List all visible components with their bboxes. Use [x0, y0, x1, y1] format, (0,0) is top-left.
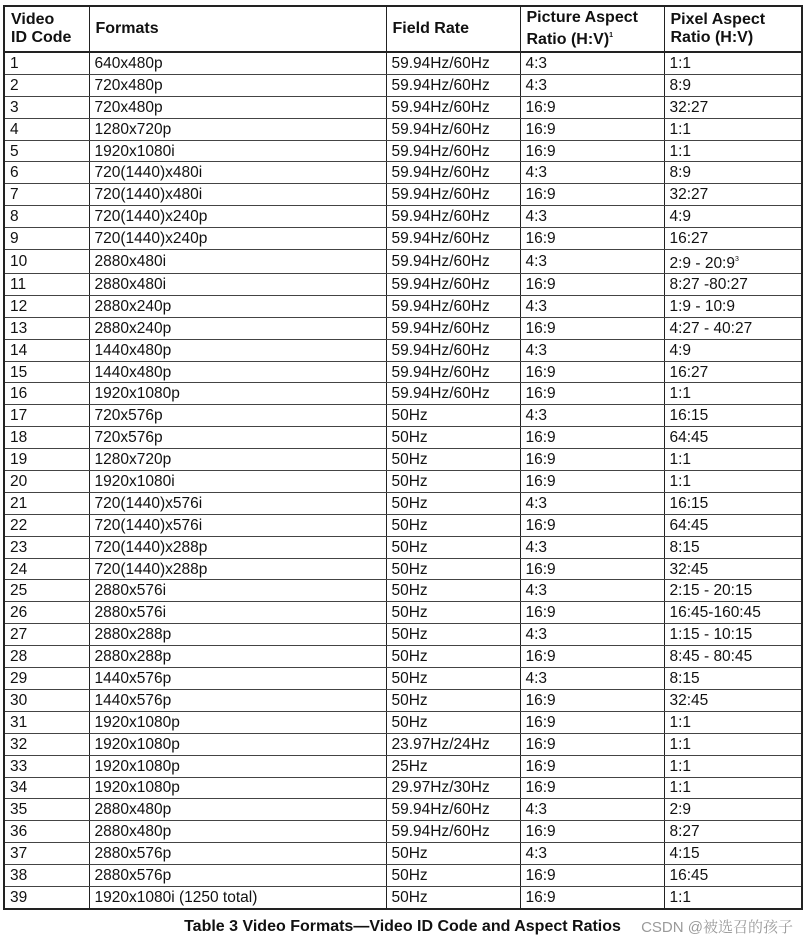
cell-format: 720x480p: [89, 96, 386, 118]
cell-video-id: 30: [4, 689, 89, 711]
cell-format: 1440x576p: [89, 668, 386, 690]
cell-format: 720(1440)x288p: [89, 558, 386, 580]
cell-field-rate: 59.94Hz/60Hz: [386, 821, 520, 843]
cell-format: 720(1440)x240p: [89, 206, 386, 228]
cell-pixel-aspect: 2:9 - $20:9^3$: [664, 250, 802, 274]
cell-field-rate: 59.94Hz/60Hz: [386, 206, 520, 228]
table-row: [4, 711, 802, 733]
cell-picture-aspect: 16:9: [520, 711, 664, 733]
cell-format: 2880x576i: [89, 602, 386, 624]
cell-format: 2880x480i: [89, 274, 386, 296]
table-row: [4, 295, 802, 317]
cell-video-id: 8: [4, 206, 89, 228]
cell-video-id: 16: [4, 383, 89, 405]
cell-picture-aspect: 16:9: [520, 602, 664, 624]
cell-field-rate: 50Hz: [386, 471, 520, 493]
cell-format: 1920x1080p: [89, 383, 386, 405]
table-row: [4, 689, 802, 711]
cell-format: 720(1440)x576i: [89, 514, 386, 536]
cell-pixel-aspect: 8:15: [664, 668, 802, 690]
table-row: [4, 184, 802, 206]
document-page: [3, 5, 801, 910]
cell-format: 2880x480i: [89, 250, 386, 274]
cell-field-rate: 59.94Hz/60Hz: [386, 274, 520, 296]
cell-format: 2880x576i: [89, 580, 386, 602]
cell-format: 720x576p: [89, 427, 386, 449]
cell-field-rate: 50Hz: [386, 449, 520, 471]
table-row: [4, 96, 802, 118]
table-row: [4, 580, 802, 602]
cell-video-id: 17: [4, 405, 89, 427]
cell-format: 2880x288p: [89, 624, 386, 646]
cell-pixel-aspect: 1:1: [664, 118, 802, 140]
table-row: [4, 865, 802, 887]
table-row: [4, 755, 802, 777]
cell-field-rate: 50Hz: [386, 536, 520, 558]
cell-format: 1440x576p: [89, 689, 386, 711]
header-field-rate: Field Rate: [386, 6, 520, 52]
cell-picture-aspect: 16:9: [520, 118, 664, 140]
cell-format: 2880x240p: [89, 317, 386, 339]
cell-video-id: 13: [4, 317, 89, 339]
cell-pixel-aspect: 64:45: [664, 427, 802, 449]
cell-picture-aspect: 4:3: [520, 799, 664, 821]
cell-video-id: 5: [4, 140, 89, 162]
cell-video-id: 23: [4, 536, 89, 558]
table-row: [4, 602, 802, 624]
cell-format: 720(1440)x576i: [89, 492, 386, 514]
cell-format: 2880x288p: [89, 646, 386, 668]
cell-pixel-aspect: 32:45: [664, 689, 802, 711]
cell-picture-aspect: 16:9: [520, 317, 664, 339]
cell-video-id: 11: [4, 274, 89, 296]
table-row: [4, 317, 802, 339]
table-row: [4, 668, 802, 690]
cell-picture-aspect: 4:3: [520, 624, 664, 646]
table-row: [4, 492, 802, 514]
cell-field-rate: 59.94Hz/60Hz: [386, 184, 520, 206]
cell-video-id: 9: [4, 228, 89, 250]
header-row: [4, 6, 802, 52]
cell-video-id: 36: [4, 821, 89, 843]
cell-picture-aspect: 16:9: [520, 449, 664, 471]
cell-video-id: 7: [4, 184, 89, 206]
cell-video-id: 25: [4, 580, 89, 602]
cell-field-rate: 59.94Hz/60Hz: [386, 140, 520, 162]
cell-field-rate: 59.94Hz/60Hz: [386, 96, 520, 118]
table-row: [4, 74, 802, 96]
cell-field-rate: 59.94Hz/60Hz: [386, 295, 520, 317]
table-row: [4, 52, 802, 74]
cell-pixel-aspect: 8:15: [664, 536, 802, 558]
cell-pixel-aspect: 4:15: [664, 843, 802, 865]
cell-picture-aspect: 4:3: [520, 250, 664, 274]
cell-video-id: 20: [4, 471, 89, 493]
cell-pixel-aspect: 32:45: [664, 558, 802, 580]
cell-pixel-aspect: 1:1: [664, 711, 802, 733]
table-row: [4, 886, 802, 908]
cell-field-rate: 50Hz: [386, 514, 520, 536]
table-row: [4, 339, 802, 361]
cell-picture-aspect: 16:9: [520, 777, 664, 799]
cell-field-rate: 50Hz: [386, 602, 520, 624]
cell-picture-aspect: 4:3: [520, 74, 664, 96]
cell-picture-aspect: 16:9: [520, 646, 664, 668]
cell-field-rate: 50Hz: [386, 668, 520, 690]
cell-pixel-aspect: 16:15: [664, 405, 802, 427]
cell-video-id: 34: [4, 777, 89, 799]
cell-pixel-aspect: 4:27 - 40:27: [664, 317, 802, 339]
cell-picture-aspect: 4:3: [520, 843, 664, 865]
header-pixel-aspect-ratio: Pixel Aspect Ratio (H:V): [664, 6, 802, 52]
cell-field-rate: 50Hz: [386, 843, 520, 865]
cell-pixel-aspect: 1:1: [664, 52, 802, 74]
table-row: [4, 427, 802, 449]
cell-pixel-aspect: 16:45: [664, 865, 802, 887]
cell-video-id: 12: [4, 295, 89, 317]
cell-picture-aspect: 16:9: [520, 228, 664, 250]
cell-format: 2880x480p: [89, 821, 386, 843]
cell-picture-aspect: 16:9: [520, 96, 664, 118]
cell-video-id: 31: [4, 711, 89, 733]
cell-field-rate: 59.94Hz/60Hz: [386, 228, 520, 250]
cell-pixel-aspect: 8:9: [664, 74, 802, 96]
cell-field-rate: 23.97Hz/24Hz: [386, 733, 520, 755]
table-row: [4, 624, 802, 646]
cell-video-id: 24: [4, 558, 89, 580]
table-row: [4, 206, 802, 228]
cell-picture-aspect: 16:9: [520, 140, 664, 162]
footnote-marker: 3: [735, 256, 739, 264]
cell-video-id: 19: [4, 449, 89, 471]
cell-field-rate: 50Hz: [386, 580, 520, 602]
cell-picture-aspect: 4:3: [520, 339, 664, 361]
cell-field-rate: 59.94Hz/60Hz: [386, 799, 520, 821]
table-caption: Table 3 Video Formats—Video ID Code and Aspect Ratios: [184, 918, 621, 935]
table-row: [4, 514, 802, 536]
cell-picture-aspect: 4:3: [520, 206, 664, 228]
cell-format: 720(1440)x480i: [89, 184, 386, 206]
cell-video-id: 33: [4, 755, 89, 777]
table-row: [4, 250, 802, 274]
cell-pixel-aspect: 16:45-160:45: [664, 602, 802, 624]
cell-pixel-aspect: 4:9: [664, 206, 802, 228]
cell-picture-aspect: 16:9: [520, 865, 664, 887]
cell-field-rate: 59.94Hz/60Hz: [386, 383, 520, 405]
cell-field-rate: 59.94Hz/60Hz: [386, 250, 520, 274]
cell-field-rate: 50Hz: [386, 646, 520, 668]
cell-video-id: 22: [4, 514, 89, 536]
table-row: [4, 361, 802, 383]
cell-video-id: 27: [4, 624, 89, 646]
cell-video-id: 28: [4, 646, 89, 668]
cell-picture-aspect: 4:3: [520, 536, 664, 558]
cell-format: 1440x480p: [89, 339, 386, 361]
header-formats: Formats: [89, 6, 386, 52]
cell-format: 640x480p: [89, 52, 386, 74]
cell-video-id: 39: [4, 886, 89, 908]
cell-format: 1280x720p: [89, 449, 386, 471]
cell-field-rate: 59.94Hz/60Hz: [386, 317, 520, 339]
cell-video-id: 32: [4, 733, 89, 755]
cell-field-rate: 50Hz: [386, 689, 520, 711]
cell-field-rate: 50Hz: [386, 624, 520, 646]
cell-picture-aspect: 16:9: [520, 274, 664, 296]
cell-video-id: 15: [4, 361, 89, 383]
table-row: [4, 118, 802, 140]
cell-pixel-aspect: 1:15 - 10:15: [664, 624, 802, 646]
cell-video-id: 18: [4, 427, 89, 449]
cell-picture-aspect: 4:3: [520, 668, 664, 690]
cell-picture-aspect: 4:3: [520, 295, 664, 317]
cell-picture-aspect: 4:3: [520, 52, 664, 74]
table-row: [4, 471, 802, 493]
cell-video-id: 26: [4, 602, 89, 624]
cell-picture-aspect: 16:9: [520, 383, 664, 405]
cell-pixel-aspect: 1:9 - 10:9: [664, 295, 802, 317]
header-video-id-code: Video ID Code: [4, 6, 89, 52]
video-formats-table: [3, 5, 803, 910]
cell-video-id: 2: [4, 74, 89, 96]
cell-pixel-aspect: 1:1: [664, 140, 802, 162]
cell-pixel-aspect: 2:15 - 20:15: [664, 580, 802, 602]
cell-picture-aspect: 16:9: [520, 361, 664, 383]
cell-format: 1920x1080p: [89, 777, 386, 799]
cell-pixel-aspect: 8:9: [664, 162, 802, 184]
cell-pixel-aspect: 16:15: [664, 492, 802, 514]
table-row: [4, 821, 802, 843]
cell-pixel-aspect: 32:27: [664, 96, 802, 118]
cell-picture-aspect: 16:9: [520, 514, 664, 536]
cell-field-rate: 59.94Hz/60Hz: [386, 339, 520, 361]
watermark: CSDN @被选召的孩子: [641, 919, 793, 936]
cell-field-rate: 25Hz: [386, 755, 520, 777]
cell-picture-aspect: 4:3: [520, 580, 664, 602]
cell-field-rate: 59.94Hz/60Hz: [386, 52, 520, 74]
cell-video-id: 4: [4, 118, 89, 140]
cell-picture-aspect: 16:9: [520, 689, 664, 711]
cell-pixel-aspect: 16:27: [664, 361, 802, 383]
cell-video-id: 38: [4, 865, 89, 887]
cell-format: 1920x1080i: [89, 471, 386, 493]
cell-video-id: 21: [4, 492, 89, 514]
cell-field-rate: 50Hz: [386, 886, 520, 908]
cell-format: 2880x576p: [89, 843, 386, 865]
cell-picture-aspect: 16:9: [520, 755, 664, 777]
cell-format: 720x480p: [89, 74, 386, 96]
cell-pixel-aspect: 8:27 -80:27: [664, 274, 802, 296]
cell-format: 1280x720p: [89, 118, 386, 140]
cell-picture-aspect: 16:9: [520, 427, 664, 449]
table-row: [4, 733, 802, 755]
cell-video-id: 14: [4, 339, 89, 361]
table-row: [4, 646, 802, 668]
cell-format: 720x576p: [89, 405, 386, 427]
cell-format: 1920x1080p: [89, 711, 386, 733]
cell-format: 720(1440)x288p: [89, 536, 386, 558]
cell-pixel-aspect: 64:45: [664, 514, 802, 536]
cell-format: 1920x1080p: [89, 733, 386, 755]
cell-pixel-aspect: 1:1: [664, 733, 802, 755]
cell-picture-aspect: 16:9: [520, 558, 664, 580]
cell-field-rate: 50Hz: [386, 492, 520, 514]
cell-picture-aspect: 16:9: [520, 184, 664, 206]
cell-picture-aspect: 4:3: [520, 492, 664, 514]
cell-format: 2880x480p: [89, 799, 386, 821]
cell-field-rate: 59.94Hz/60Hz: [386, 162, 520, 184]
cell-pixel-aspect: 8:27: [664, 821, 802, 843]
cell-picture-aspect: 4:3: [520, 405, 664, 427]
table-body: [4, 52, 802, 909]
cell-pixel-aspect: 1:1: [664, 449, 802, 471]
table-row: [4, 140, 802, 162]
cell-pixel-aspect: 1:1: [664, 886, 802, 908]
cell-pixel-aspect: 4:9: [664, 339, 802, 361]
table-row: [4, 799, 802, 821]
table-row: [4, 536, 802, 558]
cell-video-id: 10: [4, 250, 89, 274]
cell-picture-aspect: 16:9: [520, 821, 664, 843]
table-row: [4, 228, 802, 250]
cell-field-rate: 50Hz: [386, 405, 520, 427]
table-row: [4, 383, 802, 405]
cell-pixel-aspect: 1:1: [664, 777, 802, 799]
table-row: [4, 162, 802, 184]
cell-pixel-aspect: 1:1: [664, 471, 802, 493]
cell-pixel-aspect: 8:45 - 80:45: [664, 646, 802, 668]
cell-video-id: 3: [4, 96, 89, 118]
table-row: [4, 843, 802, 865]
cell-field-rate: 29.97Hz/30Hz: [386, 777, 520, 799]
cell-format: 1920x1080i (1250 total): [89, 886, 386, 908]
cell-video-id: 35: [4, 799, 89, 821]
table-row: [4, 558, 802, 580]
cell-field-rate: 59.94Hz/60Hz: [386, 74, 520, 96]
cell-format: 2880x576p: [89, 865, 386, 887]
cell-video-id: 29: [4, 668, 89, 690]
cell-format: 2880x240p: [89, 295, 386, 317]
cell-field-rate: 59.94Hz/60Hz: [386, 118, 520, 140]
cell-video-id: 1: [4, 52, 89, 74]
cell-format: 720(1440)x480i: [89, 162, 386, 184]
cell-pixel-aspect: 1:1: [664, 383, 802, 405]
cell-pixel-aspect: 32:27: [664, 184, 802, 206]
cell-format: 1440x480p: [89, 361, 386, 383]
cell-format: 720(1440)x240p: [89, 228, 386, 250]
cell-format: 1920x1080p: [89, 755, 386, 777]
cell-pixel-aspect: 1:1: [664, 755, 802, 777]
cell-field-rate: 59.94Hz/60Hz: [386, 361, 520, 383]
cell-picture-aspect: 16:9: [520, 733, 664, 755]
cell-video-id: 6: [4, 162, 89, 184]
footnote-marker: 1: [609, 32, 614, 39]
cell-video-id: 37: [4, 843, 89, 865]
table-row: [4, 449, 802, 471]
table-row: [4, 405, 802, 427]
cell-field-rate: 50Hz: [386, 427, 520, 449]
cell-picture-aspect: 16:9: [520, 886, 664, 908]
cell-format: 1920x1080i: [89, 140, 386, 162]
cell-field-rate: 50Hz: [386, 558, 520, 580]
table-row: [4, 274, 802, 296]
cell-picture-aspect: 4:3: [520, 162, 664, 184]
table-row: [4, 777, 802, 799]
cell-picture-aspect: 16:9: [520, 471, 664, 493]
cell-field-rate: 50Hz: [386, 865, 520, 887]
cell-pixel-aspect: 16:27: [664, 228, 802, 250]
cell-field-rate: 50Hz: [386, 711, 520, 733]
header-picture-aspect-ratio: Picture Aspect Ratio (H:V)$^1$: [520, 6, 664, 52]
cell-pixel-aspect: 2:9: [664, 799, 802, 821]
